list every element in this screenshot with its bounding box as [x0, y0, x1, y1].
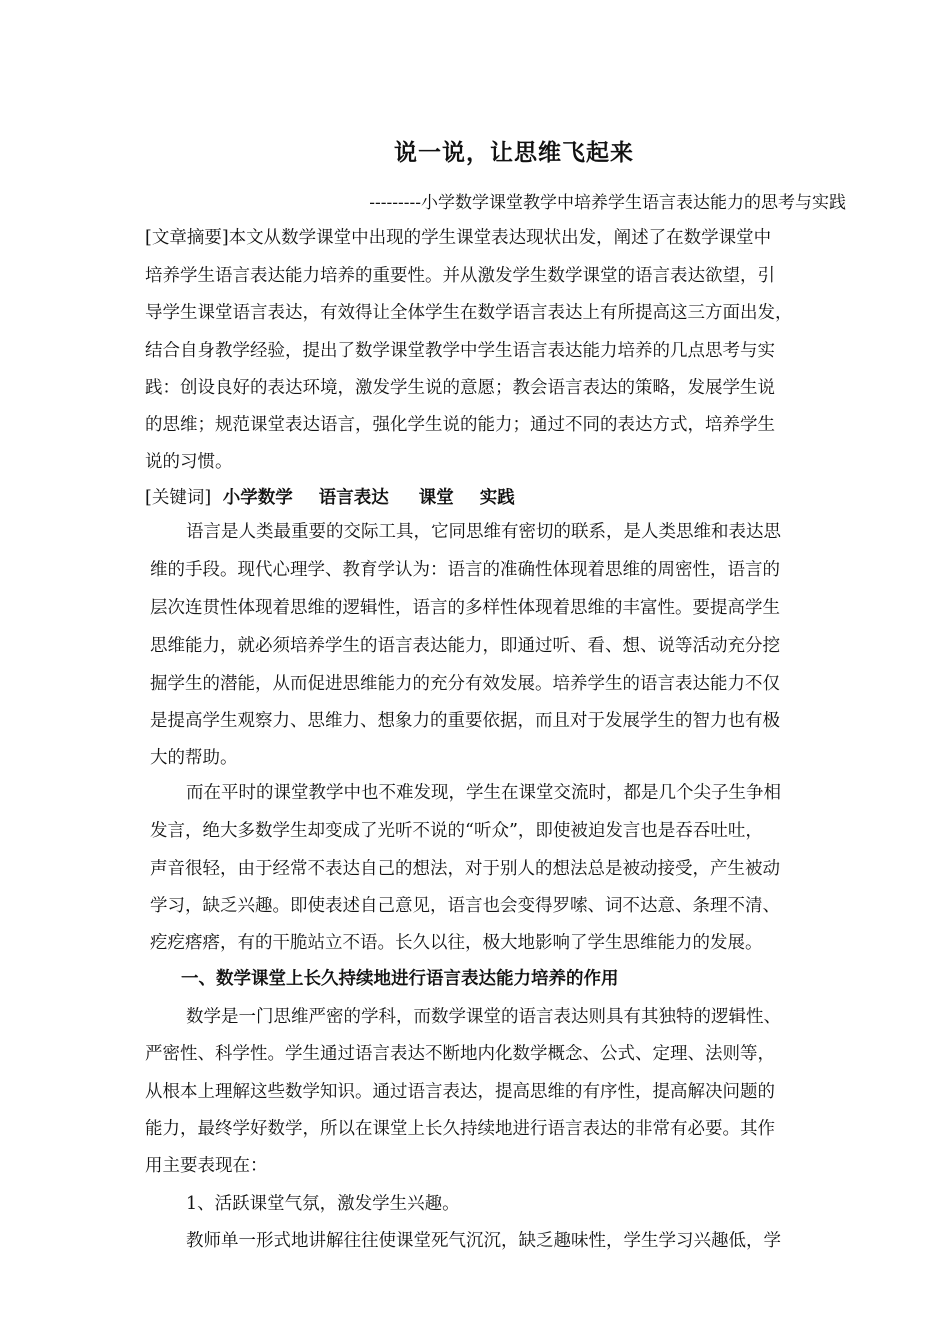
paragraph-line: 疙疙瘩瘩，有的干脆站立不语。长久以往，极大地影响了学生思维能力的发展。	[150, 933, 763, 953]
abstract-line: 培养学生语言表达能力培养的重要性。并从激发学生数学课堂的语言表达欲望，引	[145, 266, 775, 286]
paragraph-line: 大的帮助。	[150, 748, 238, 768]
abstract-line: 导学生课堂语言表达，有效得让全体学生在数学语言表达上有所提高这三方面出发，	[145, 303, 793, 323]
keyword: 课堂	[418, 488, 454, 508]
abstract-line: 践：创设良好的表达环境，激发学生说的意愿；教会语言表达的策略，发展学生说	[145, 378, 775, 398]
paragraph-line: 发言，绝大多数学生却变成了光听不说的“听众”，即使被迫发言也是吞吞吐吐，	[150, 821, 763, 841]
keywords-line	[145, 487, 515, 509]
document-subtitle: ---------小学数学课堂教学中培养学生语言表达能力的思考与实践	[369, 193, 846, 213]
paragraph-line: 从根本上理解这些数学知识。通过语言表达，提高思维的有序性，提高解决问题的	[145, 1082, 775, 1102]
abstract-line: 说的习惯。	[145, 452, 233, 472]
keyword: 实践	[479, 488, 515, 508]
keyword: 语言表达	[318, 488, 389, 508]
paragraph-line: 学习，缺乏兴趣。即使表述自己意见，语言也会变得罗嗦、词不达意、条理不清、	[150, 896, 780, 916]
paragraph-line: 思维能力，就必须培养学生的语言表达能力，即通过听、看、想、说等活动充分挖	[150, 636, 780, 656]
paragraph-line: 教师单一形式地讲解往往使课堂死气沉沉，缺乏趣味性，学生学习兴趣低，学	[186, 1231, 781, 1251]
paragraph-line: 层次连贯性体现着思维的逻辑性，语言的多样性体现着思维的丰富性。要提高学生	[150, 598, 780, 618]
abstract-line: 结合自身教学经验，提出了数学课堂教学中学生语言表达能力培养的几点思考与实	[145, 341, 775, 361]
paragraph-line: 数学是一门思维严密的学科，而数学课堂的语言表达则具有其独特的逻辑性、	[186, 1007, 781, 1027]
abstract-line: [文章摘要]本文从数学课堂中出现的学生课堂表达现状出发，阐述了在数学课堂中	[145, 228, 772, 248]
paragraph-line: 而在平时的课堂教学中也不难发现，学生在课堂交流时，都是几个尖子生争相	[186, 783, 781, 803]
keywords-label: [关键词]	[145, 488, 212, 508]
paragraph-line: 用主要表现在：	[145, 1156, 268, 1176]
section-heading: 一、数学课堂上长久持续地进行语言表达能力培养的作用	[181, 969, 619, 989]
paragraph-line: 掘学生的潜能，从而促进思维能力的充分有效发展。培养学生的语言表达能力不仅	[150, 674, 780, 694]
paragraph-line: 能力，最终学好数学，所以在课堂上长久持续地进行语言表达的非常有必要。其作	[145, 1119, 775, 1139]
subsection-heading: 1、活跃课堂气氛，激发学生兴趣。	[186, 1194, 460, 1214]
paragraph-line: 维的手段。现代心理学、教育学认为：语言的准确性体现着思维的周密性，语言的	[150, 560, 780, 580]
document-title: 说一说，让思维飞起来	[394, 139, 634, 166]
paragraph-line: 语言是人类最重要的交际工具，它同思维有密切的联系，是人类思维和表达思	[186, 522, 781, 542]
paragraph-line: 严密性、科学性。学生通过语言表达不断地内化数学概念、公式、定理、法则等，	[145, 1044, 775, 1064]
paragraph-line: 是提高学生观察力、思维力、想象力的重要依据，而且对于发展学生的智力也有极	[150, 711, 780, 731]
keyword: 小学数学	[222, 488, 293, 508]
paragraph-line: 声音很轻，由于经常不表达自己的想法，对于别人的想法总是被动接受，产生被动	[150, 859, 780, 879]
abstract-line: 的思维；规范课堂表达语言，强化学生说的能力；通过不同的表达方式，培养学生	[145, 415, 775, 435]
